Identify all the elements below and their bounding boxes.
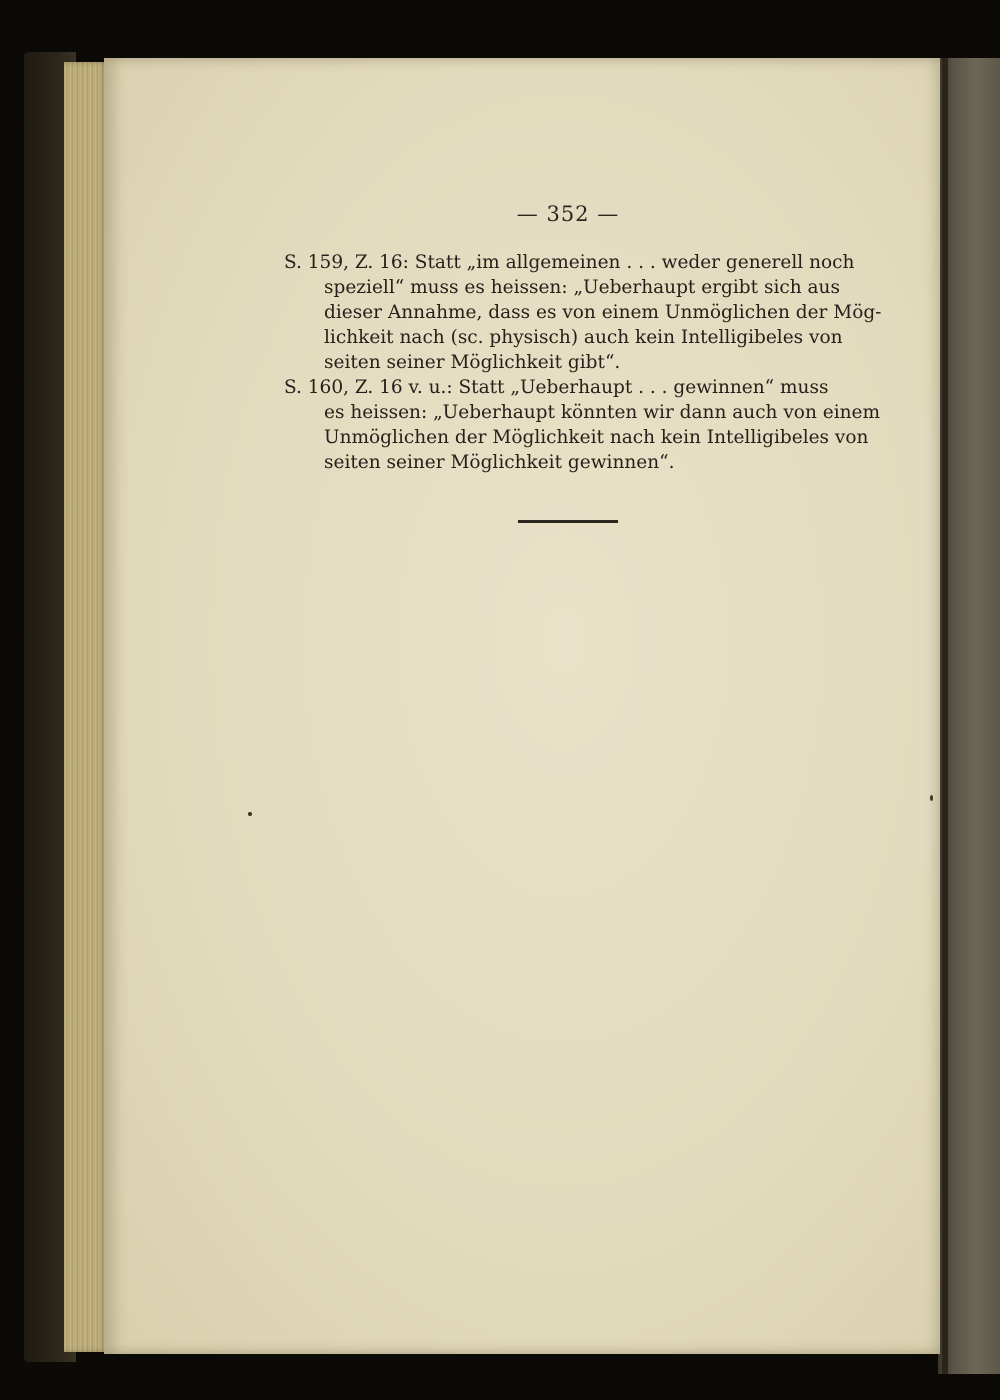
entry-1-line-2: speziell“ muss es heissen: „Ueberhaupt ergibt sich aus <box>324 277 840 298</box>
entry-1-line-3: dieser Annahme, dass es von einem Unmöglichen der Mög- <box>324 302 882 323</box>
paper-speck <box>930 795 933 801</box>
page-edges <box>64 62 108 1352</box>
erratum-entry-1 <box>284 250 882 375</box>
entry-2-line-4: seiten seiner Möglichkeit gewinnen“. <box>324 452 675 473</box>
page-number: — 352 — <box>516 202 620 226</box>
closing-rule <box>518 520 618 523</box>
entry-2-line-3: Unmöglichen der Möglichkeit nach kein Intelligibeles von <box>324 427 869 448</box>
entry-2-line-1: S. 160, Z. 16 v. u.: Statt „Ueberhaupt . . . gewinnen“ muss <box>284 377 829 398</box>
right-cover-hinge <box>942 58 948 1374</box>
entry-2-line-2: es heissen: „Ueberhaupt könnten wir dann auch von einem <box>324 402 881 423</box>
erratum-entry-2 <box>284 375 881 475</box>
paper-speck <box>248 812 252 816</box>
entry-1-line-4: lichkeit nach (sc. physisch) auch kein Intelligibeles von <box>324 327 843 348</box>
entry-1-line-1: S. 159, Z. 16: Statt „im allgemeinen . . . weder generell noch <box>284 252 855 273</box>
entry-1-line-5: seiten seiner Möglichkeit gibt“. <box>324 352 621 373</box>
